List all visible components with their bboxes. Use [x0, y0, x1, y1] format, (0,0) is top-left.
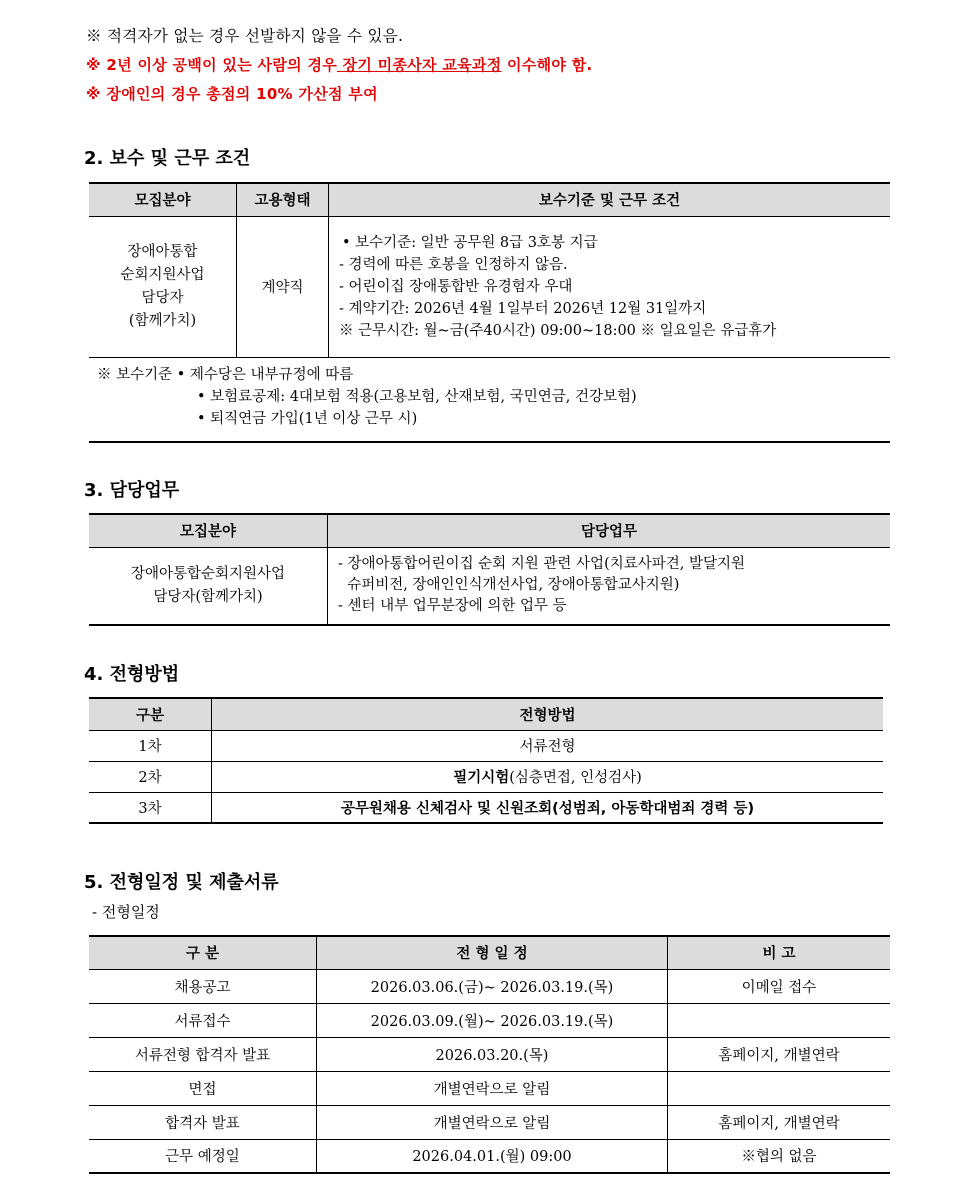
schedule-name: 서류전형 합격자 발표 [89, 1037, 317, 1071]
selection-header-method: 전형방법 [212, 698, 884, 730]
duties-cell [328, 547, 891, 625]
schedule-subtitle: - 전형일정 [92, 903, 160, 921]
salary-table [89, 182, 890, 443]
selection-stage: 2차 [89, 761, 212, 792]
schedule-name: 근무 예정일 [89, 1139, 317, 1173]
schedule-date: 2026.03.09.(월)~ 2026.03.19.(목) [317, 1003, 668, 1037]
salary-header-conditions: 보수기준 및 근무 조건 [329, 183, 891, 216]
duty-line: - 센터 내부 업무분장에 의한 업무 등 [338, 598, 567, 615]
salary-extra-item: • 보험료공제: 4대보험 적용(고용보험, 산재보험, 국민연금, 건강보험) [197, 388, 637, 405]
schedule-note: 이메일 접수 [668, 969, 891, 1003]
schedule-name: 합격자 발표 [89, 1105, 317, 1139]
schedule-note: ※협의 없음 [668, 1139, 891, 1173]
section-5-title: 5. 전형일정 및 제출서류 [84, 872, 279, 893]
schedule-date: 2026.03.20.(목) [317, 1037, 668, 1071]
salary-header-field: 모집분야 [89, 183, 237, 216]
salary-field-line: (함께가치) [128, 312, 197, 329]
salary-extra-item: • 퇴직연금 가입(1년 이상 근무 시) [197, 410, 418, 427]
section-4-title: 4. 전형방법 [84, 664, 180, 685]
condition-line: - 경력에 따른 호봉을 인정하지 않음. [339, 256, 568, 273]
schedule-name: 면접 [89, 1071, 317, 1105]
table-row [89, 1003, 890, 1037]
selection-method [212, 761, 884, 792]
table-row [89, 969, 890, 1003]
duties-header-duties: 담당업무 [328, 514, 891, 547]
duty-line: 슈퍼비전, 장애인인식개선사업, 장애아통합교사지원) [338, 577, 680, 594]
schedule-name: 서류접수 [89, 1003, 317, 1037]
table-row [89, 1071, 890, 1105]
note-career-gap [86, 54, 593, 75]
duty-line: - 장애아통합어린이집 순회 지원 관련 사업(치료사파견, 발달지원 [338, 556, 745, 573]
note-career-gap-course: 장기 미종사자 교육과정 [337, 56, 502, 74]
schedule-note: 홈페이지, 개별연락 [668, 1037, 891, 1071]
note-no-qualified: ※ 적격자가 없는 경우 선발하지 않을 수 있음. [86, 27, 404, 45]
salary-extra-cell [89, 357, 890, 442]
salary-header-type: 고용형태 [237, 183, 329, 216]
selection-method [212, 792, 884, 823]
salary-field-cell [89, 216, 237, 357]
schedule-date: 개별연락으로 알림 [317, 1071, 668, 1105]
selection-method-bold: 공무원채용 신체검사 및 신원조회(성범죄, 아동학대범죄 경력 등) [340, 800, 755, 817]
note-career-gap-post: 이수해야 함. [501, 56, 593, 74]
condition-line: ※ 근무시간: 월~금(주40시간) 09:00~18:00 ※ 일요일은 유급휴가 [339, 322, 777, 339]
schedule-date: 2026.03.06.(금)~ 2026.03.19.(목) [317, 969, 668, 1003]
duties-field-line: 장애아통합순회지원사업 [130, 565, 286, 582]
table-row [89, 1105, 890, 1139]
schedule-header-date: 전 형 일 정 [317, 936, 668, 969]
schedule-name: 채용공고 [89, 969, 317, 1003]
condition-line: - 계약기간: 2026년 4월 1일부터 2026년 12월 31일까지 [339, 300, 707, 317]
schedule-table [89, 935, 890, 1174]
note-disability-bonus: ※ 장애인의 경우 총점의 10% 가산점 부여 [86, 85, 378, 103]
condition-line: • 보수기준: 일반 공무원 8급 3호봉 지급 [342, 234, 598, 251]
section-2-title: 2. 보수 및 근무 조건 [84, 148, 251, 169]
table-row [89, 730, 883, 761]
table-row [89, 1037, 890, 1071]
note-career-gap-pre: ※ 2년 이상 공백이 있는 사람의 경우 [86, 56, 338, 74]
selection-stage: 1차 [89, 730, 212, 761]
salary-field-line: 담당자 [141, 289, 184, 306]
selection-table [89, 697, 883, 824]
duties-table [89, 513, 890, 626]
duties-field-line: 담당자(함께가치) [153, 588, 263, 605]
selection-method-bold: 필기시험 [453, 770, 510, 786]
duties-header-field: 모집분야 [89, 514, 328, 547]
schedule-note: 홈페이지, 개별연락 [668, 1105, 891, 1139]
salary-conditions-cell [329, 216, 891, 357]
salary-extra-label: ※ 보수기준 [97, 366, 173, 383]
schedule-date: 2026.04.01.(월) 09:00 [317, 1139, 668, 1173]
schedule-header-note: 비 고 [668, 936, 891, 969]
condition-line: - 어린이집 장애통합반 유경험자 우대 [339, 278, 573, 295]
schedule-date: 개별연락으로 알림 [317, 1105, 668, 1139]
selection-header-stage: 구분 [89, 698, 212, 730]
selection-method [212, 730, 884, 761]
table-row [89, 1139, 890, 1173]
schedule-header-name: 구 분 [89, 936, 317, 969]
duties-field-cell [89, 547, 328, 625]
table-row [89, 761, 883, 792]
schedule-note [668, 1071, 891, 1105]
salary-field-line: 장애아통합 [127, 243, 198, 260]
selection-stage: 3차 [89, 792, 212, 823]
table-row [89, 792, 883, 823]
selection-method-text: (심층면접, 인성검사) [509, 770, 642, 786]
salary-extra-item: • 제수당은 내부규정에 따름 [176, 366, 354, 383]
salary-field-line: 순회지원사업 [120, 266, 205, 283]
salary-type-cell: 계약직 [237, 216, 329, 357]
schedule-note [668, 1003, 891, 1037]
section-3-title: 3. 담당업무 [84, 480, 180, 501]
selection-method-text: 서류전형 [519, 739, 576, 755]
